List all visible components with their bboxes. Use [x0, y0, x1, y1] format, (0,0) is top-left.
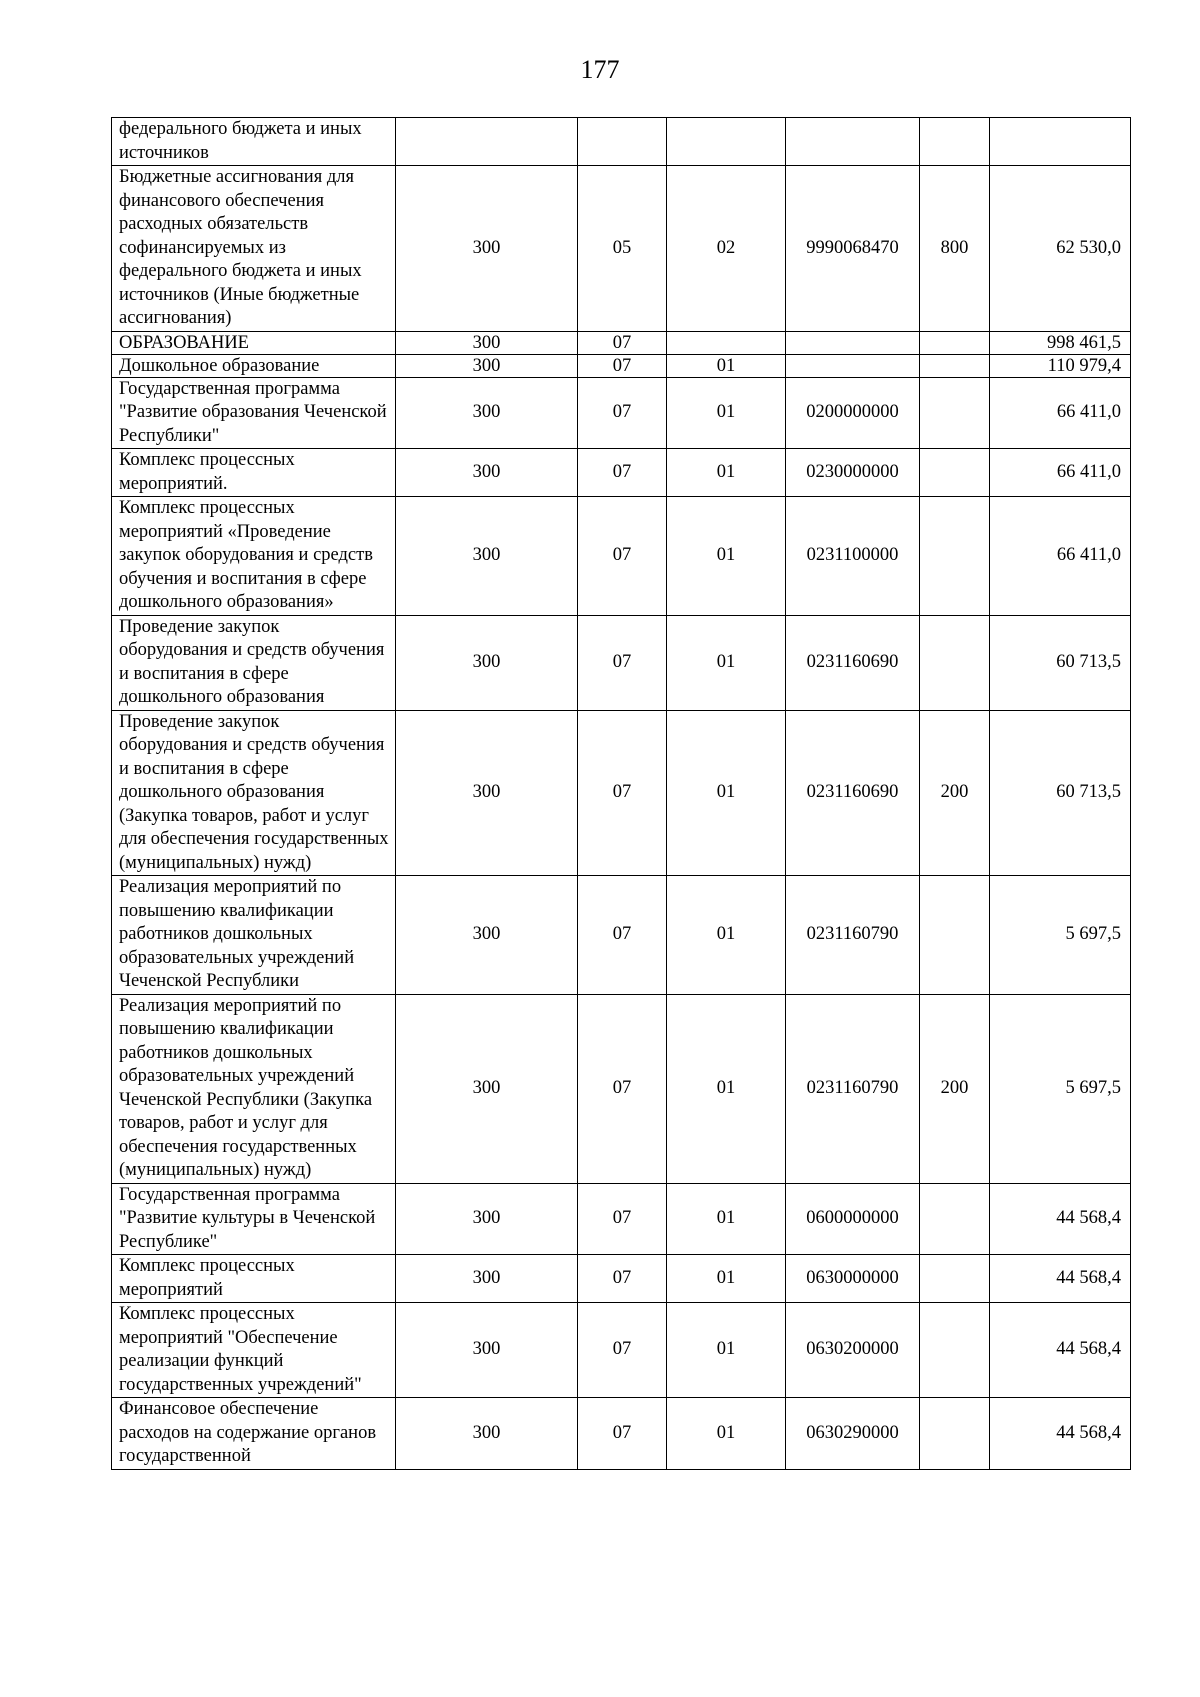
target-article-cell: [786, 331, 920, 354]
table-row: [112, 1303, 1131, 1398]
expense-type-cell: 200: [920, 710, 990, 876]
row-name-cell: Проведение закупок оборудования и средств обучения и воспитания в сфере дошкольного образования (Закупка товаров, работ и услуг для обеспечения государственных (муниципальных) нужд): [112, 710, 396, 876]
table-row: [112, 994, 1131, 1183]
table-row: [112, 118, 1131, 166]
subsection-code-cell: 01: [667, 449, 786, 497]
target-article-cell: [786, 354, 920, 377]
expense-type-cell: [920, 377, 990, 449]
subsection-code-cell: 01: [667, 994, 786, 1183]
amount-cell: 60 713,5: [990, 615, 1131, 710]
admin-code-cell: 300: [396, 1398, 578, 1470]
table-row: [112, 876, 1131, 995]
admin-code-cell: 300: [396, 1183, 578, 1255]
amount-cell: 44 568,4: [990, 1255, 1131, 1303]
expense-type-cell: 200: [920, 994, 990, 1183]
table-row: [112, 331, 1131, 354]
section-code-cell: 07: [578, 497, 667, 616]
target-article-cell: 0231100000: [786, 497, 920, 616]
table-row: [112, 615, 1131, 710]
row-name-cell: федерального бюджета и иных источников: [112, 118, 396, 166]
row-name-cell: Реализация мероприятий по повышению квалификации работников дошкольных образовательных учреждений Чеченской Республики (Закупка товаров, работ и услуг для обеспечения государственных (муниципальных) нужд): [112, 994, 396, 1183]
amount-cell: 62 530,0: [990, 166, 1131, 332]
amount-cell: [990, 118, 1131, 166]
expense-type-cell: [920, 615, 990, 710]
subsection-code-cell: 01: [667, 354, 786, 377]
subsection-code-cell: 01: [667, 377, 786, 449]
target-article-cell: 0231160690: [786, 615, 920, 710]
table-row: [112, 497, 1131, 616]
admin-code-cell: 300: [396, 331, 578, 354]
section-code-cell: 07: [578, 1255, 667, 1303]
table-row: [112, 1183, 1131, 1255]
row-name-cell: Проведение закупок оборудования и средств обучения и воспитания в сфере дошкольного образования: [112, 615, 396, 710]
amount-cell: 5 697,5: [990, 994, 1131, 1183]
section-code-cell: 07: [578, 377, 667, 449]
row-name-cell: Комплекс процессных мероприятий "Обеспечение реализации функций государственных учреждений": [112, 1303, 396, 1398]
row-name-cell: Комплекс процессных мероприятий «Проведение закупок оборудования и средств обучения и воспитания в сфере дошкольного образования»: [112, 497, 396, 616]
target-article-cell: [786, 118, 920, 166]
section-code-cell: [578, 118, 667, 166]
amount-cell: 66 411,0: [990, 497, 1131, 616]
expense-type-cell: 800: [920, 166, 990, 332]
subsection-code-cell: [667, 118, 786, 166]
row-name-cell: Бюджетные ассигнования для финансового обеспечения расходных обязательств софинансируемых из федерального бюджета и иных источников (Иные бюджетные ассигнования): [112, 166, 396, 332]
section-code-cell: 07: [578, 449, 667, 497]
table-row: [112, 449, 1131, 497]
row-name-cell: Реализация мероприятий по повышению квалификации работников дошкольных образовательных учреждений Чеченской Республики: [112, 876, 396, 995]
section-code-cell: 07: [578, 710, 667, 876]
amount-cell: 5 697,5: [990, 876, 1131, 995]
admin-code-cell: 300: [396, 615, 578, 710]
expense-type-cell: [920, 354, 990, 377]
subsection-code-cell: 01: [667, 1183, 786, 1255]
table-row: [112, 377, 1131, 449]
expense-type-cell: [920, 118, 990, 166]
table-row: [112, 354, 1131, 377]
subsection-code-cell: 01: [667, 1303, 786, 1398]
row-name-cell: Государственная программа "Развитие культуры в Чеченской Республике": [112, 1183, 396, 1255]
expense-type-cell: [920, 876, 990, 995]
amount-cell: 66 411,0: [990, 449, 1131, 497]
amount-cell: 998 461,5: [990, 331, 1131, 354]
admin-code-cell: 300: [396, 166, 578, 332]
subsection-code-cell: 01: [667, 1255, 786, 1303]
target-article-cell: 0231160790: [786, 876, 920, 995]
expense-type-cell: [920, 1255, 990, 1303]
row-name-cell: Комплекс процессных мероприятий.: [112, 449, 396, 497]
admin-code-cell: 300: [396, 1303, 578, 1398]
section-code-cell: 07: [578, 994, 667, 1183]
admin-code-cell: 300: [396, 449, 578, 497]
section-code-cell: 07: [578, 354, 667, 377]
admin-code-cell: 300: [396, 497, 578, 616]
admin-code-cell: 300: [396, 377, 578, 449]
amount-cell: 44 568,4: [990, 1303, 1131, 1398]
expense-type-cell: [920, 1398, 990, 1470]
admin-code-cell: 300: [396, 1255, 578, 1303]
row-name-cell: Дошкольное образование: [112, 354, 396, 377]
row-name-cell: Государственная программа "Развитие образования Чеченской Республики": [112, 377, 396, 449]
expense-type-cell: [920, 1183, 990, 1255]
subsection-code-cell: [667, 331, 786, 354]
section-code-cell: 07: [578, 1303, 667, 1398]
subsection-code-cell: 02: [667, 166, 786, 332]
amount-cell: 44 568,4: [990, 1398, 1131, 1470]
subsection-code-cell: 01: [667, 710, 786, 876]
row-name-cell: ОБРАЗОВАНИЕ: [112, 331, 396, 354]
budget-table: [111, 117, 1131, 1470]
table-row: [112, 710, 1131, 876]
section-code-cell: 07: [578, 1183, 667, 1255]
subsection-code-cell: 01: [667, 615, 786, 710]
row-name-cell: Финансовое обеспечение расходов на содержание органов государственной: [112, 1398, 396, 1470]
expense-type-cell: [920, 497, 990, 616]
subsection-code-cell: 01: [667, 1398, 786, 1470]
admin-code-cell: 300: [396, 354, 578, 377]
target-article-cell: 0200000000: [786, 377, 920, 449]
page-number: 177: [580, 55, 620, 84]
subsection-code-cell: 01: [667, 876, 786, 995]
target-article-cell: 0630000000: [786, 1255, 920, 1303]
amount-cell: 110 979,4: [990, 354, 1131, 377]
amount-cell: 66 411,0: [990, 377, 1131, 449]
admin-code-cell: 300: [396, 710, 578, 876]
subsection-code-cell: 01: [667, 497, 786, 616]
target-article-cell: 0231160790: [786, 994, 920, 1183]
target-article-cell: 0231160690: [786, 710, 920, 876]
target-article-cell: 0630290000: [786, 1398, 920, 1470]
expense-type-cell: [920, 331, 990, 354]
section-code-cell: 07: [578, 876, 667, 995]
target-article-cell: 9990068470: [786, 166, 920, 332]
admin-code-cell: 300: [396, 876, 578, 995]
target-article-cell: 0600000000: [786, 1183, 920, 1255]
amount-cell: 44 568,4: [990, 1183, 1131, 1255]
section-code-cell: 07: [578, 1398, 667, 1470]
table-row: [112, 166, 1131, 332]
table-row: [112, 1398, 1131, 1470]
row-name-cell: Комплекс процессных мероприятий: [112, 1255, 396, 1303]
section-code-cell: 07: [578, 615, 667, 710]
section-code-cell: 07: [578, 331, 667, 354]
amount-cell: 60 713,5: [990, 710, 1131, 876]
table-row: [112, 1255, 1131, 1303]
expense-type-cell: [920, 449, 990, 497]
target-article-cell: 0230000000: [786, 449, 920, 497]
admin-code-cell: 300: [396, 994, 578, 1183]
target-article-cell: 0630200000: [786, 1303, 920, 1398]
admin-code-cell: [396, 118, 578, 166]
expense-type-cell: [920, 1303, 990, 1398]
section-code-cell: 05: [578, 166, 667, 332]
